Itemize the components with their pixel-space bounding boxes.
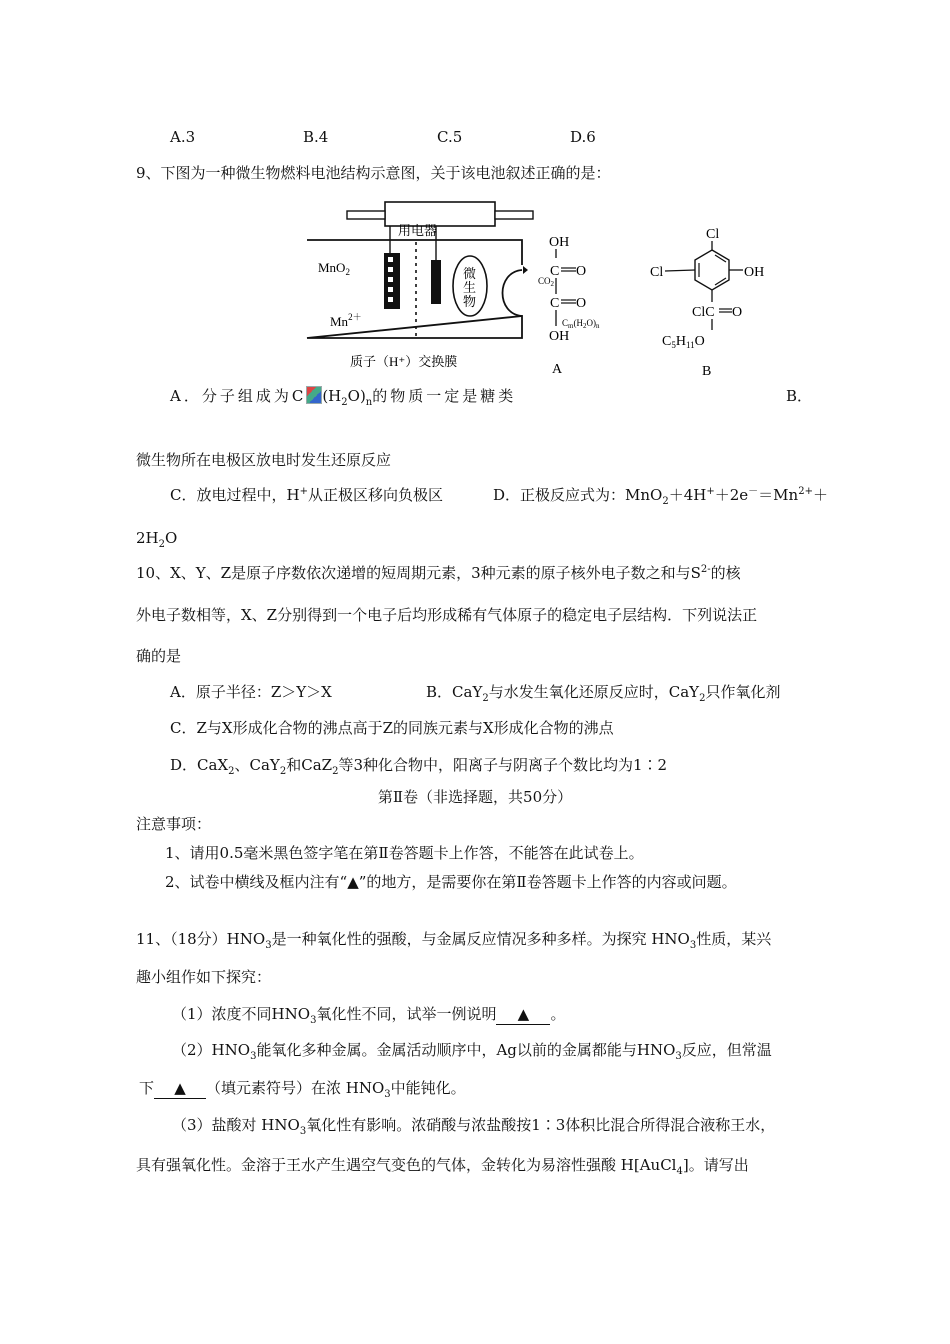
q9-option-d-wrap: $2H_2O$ [136, 529, 178, 550]
q8-option-b: B.4 [303, 128, 329, 146]
q10-option-a: A．原子半径：Z＞Y＞X [170, 683, 332, 701]
svg-text:OH: OH [549, 235, 570, 250]
structure-b [640, 222, 790, 382]
arc-arrow [503, 270, 523, 316]
notice-item-1: 1、请用0.5毫米黑色签字笔在第Ⅱ卷答题卡上作答，不能答在此试卷上。 [165, 844, 644, 862]
notice-heading: 注意事项： [136, 815, 212, 833]
q10-line1: 10、X、Y、Z是原子序数依次递增的短周期元素，3种元素的原子核外电子数之和与$S^{2-}$的核 [136, 564, 741, 582]
svg-text:CO2: $CO_2$ [538, 276, 555, 288]
svg-text:Cl: Cl [706, 227, 720, 242]
svg-text:Cm(H2O)n: $C_m(H_2O)_n$ [562, 318, 600, 330]
appliance-wire-right [495, 211, 533, 219]
svg-text:MnO2: MnO$_2$ [318, 260, 350, 277]
q9-option-b: 微生物所在电极区放电时发生还原反应 [136, 451, 392, 469]
q10-option-c: C．Z与X形成化合物的沸点高于Z的同族元素与X形成化合物的沸点 [170, 719, 614, 737]
part2-title: 第Ⅱ卷（非选择题，共50分） [377, 788, 573, 806]
q9-stem: 9、下图为一种微生物燃料电池结构示意图，关于该电池叙述正确的是： [136, 164, 611, 182]
q9-option-c: C．放电过程中，H+从正极区移向负极区 [170, 486, 443, 504]
q8-option-a: A.3 [170, 128, 196, 146]
q11-part1: （1）浓度不同$HNO_3$氧化性不同，试举一例说明 ▲ 。 [172, 1005, 566, 1026]
svg-text:ClC: ClC [692, 305, 715, 320]
q11-line2: 趣小组作如下探究： [136, 968, 272, 986]
fuel-cell-diagram [300, 198, 630, 378]
q8-option-c: C.5 [437, 128, 463, 146]
svg-text:Mn2＋: $Mn^{2+}$ [330, 312, 362, 329]
svg-text:C: C [550, 296, 560, 311]
label-b: B [702, 364, 712, 379]
svg-text:O: O [576, 264, 587, 279]
microbe-electrode [431, 260, 441, 304]
svg-text:O: O [576, 296, 587, 311]
q11-part2-cont: 下 ▲ （填元素符号）在浓 $HNO_3$中能钝化。 [139, 1079, 466, 1100]
q9-option-a: A．分子组成为C $(H_2O)_n$的物质一定是糖类 [170, 387, 517, 408]
svg-text:OH: OH [549, 329, 570, 344]
svg-text:物: 物 [463, 294, 477, 309]
q9-option-d: D．正极反应式为：$MnO_2+4H^++2e^-=Mn^{2+}+$ [493, 486, 828, 507]
q10-option-b: B．CaY$_2$与水发生氧化还原反应时，CaY$_2$只作氧化剂 [426, 683, 781, 704]
svg-text:C5H11O: $C_5H_{11}O$ [662, 334, 705, 350]
q11-part3-cont: 具有强氧化性。金溶于王水产生遇空气变色的气体，金转化为易溶性强酸 H[AuCl$_4$]。请写出 [136, 1156, 749, 1177]
label-a: A [552, 362, 563, 377]
q10-line2: 外电子数相等，X、Z分别得到一个电子后均形成稀有气体原子的稳定电子层结构．下列说法正 [136, 606, 758, 624]
appliance-label: 用电器 [398, 223, 438, 238]
q10-line3: 确的是 [136, 647, 182, 665]
q9-option-b-label: B． [786, 387, 813, 405]
q11-part2: $(2)HNO_3$能氧化多种金属。金属活动顺序中，Ag以前的金属都能与$HNO_3$反应，但常温 [172, 1041, 772, 1062]
answer-blank-1[interactable]: ▲ [496, 1004, 550, 1025]
membrane-label: 质子（H⁺）交换膜 [350, 354, 458, 369]
broken-image-icon [306, 386, 322, 404]
q10-option-d: D．CaX$_2$、CaY$_2$和CaZ$_2$等3种化合物中，阳离子与阴离子个数比均为1∶2 [170, 756, 668, 777]
notice-item-2: 2、试卷中横线及框内注有“▲”的地方，是需要你在第Ⅱ卷答题卡上作答的内容或问题。 [165, 873, 737, 891]
svg-text:Cl: Cl [650, 265, 664, 280]
appliance-wire [347, 211, 385, 219]
svg-text:O: O [732, 305, 743, 320]
q11-part3: （3）盐酸对 $HNO_3$氧化性有影响。浓硝酸与浓盐酸按1∶3体积比混合所得混合液称王水， [172, 1116, 776, 1137]
svg-text:生: 生 [463, 280, 477, 295]
svg-text:C: C [550, 264, 560, 279]
q11-line1: 11、（18分）$HNO_3$是一种氧化性的强酸，与金属反应情况多种多样。为探究 $HNO_3$性质，某兴 [136, 930, 772, 951]
q8-option-d: D.6 [570, 128, 596, 146]
answer-blank-2[interactable]: ▲ [154, 1078, 206, 1099]
svg-text:微: 微 [463, 266, 477, 281]
svg-text:OH: OH [744, 265, 765, 280]
